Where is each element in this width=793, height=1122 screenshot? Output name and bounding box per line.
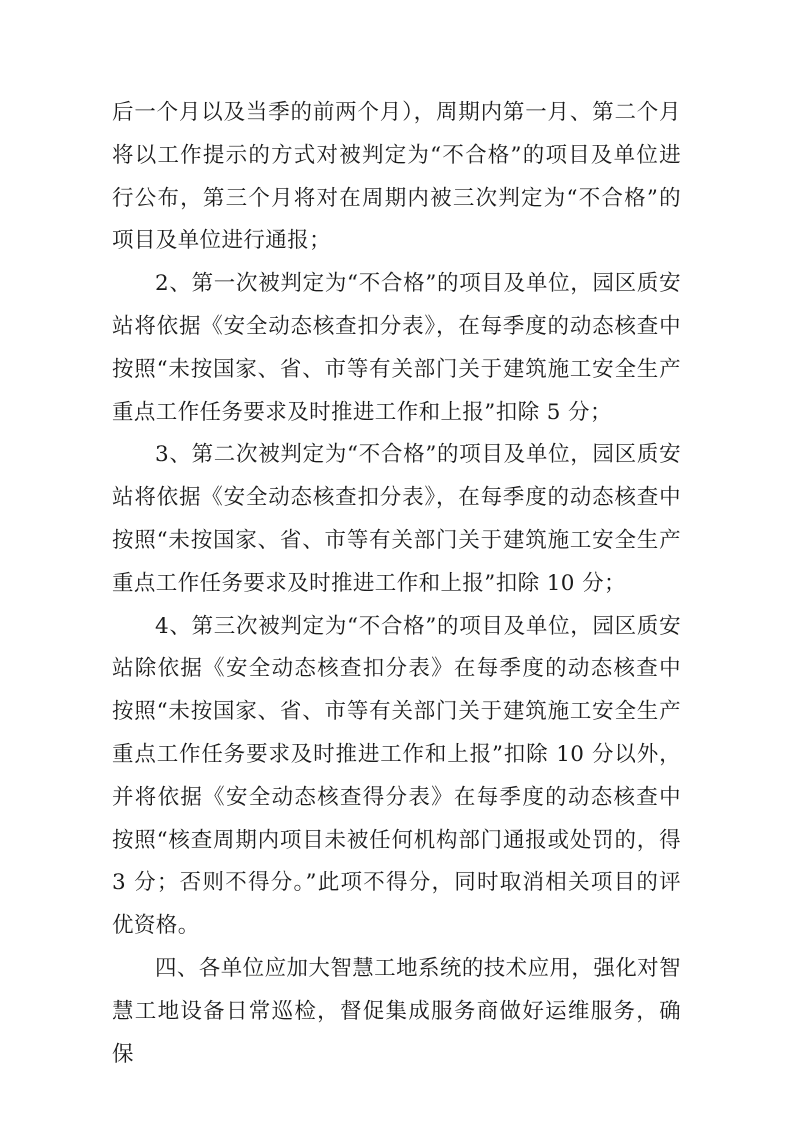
paragraph-item-four: 四、各单位应加大智慧工地系统的技术应用，强化对智慧工地设备日常巡检，督促集成服务商做好运维服务，确保 xyxy=(112,955,681,1067)
paragraph-continued: 后一个月以及当季的前两个月），周期内第一月、第二个月将以工作提示的方式对被判定为“不合格”的项目及单位进行公布，第三个月将对在周期内被三次判定为“不合格”的项目及单位进行通报； xyxy=(112,100,681,254)
paragraph-item-3: 3、第二次被判定为“不合格”的项目及单位，园区质安站将依据《安全动态核查扣分表》，在每季度的动态核查中按照“未按国家、省、市等有关部门关于建筑施工安全生产重点工作任务要求及时推进工作和上报”扣除 10 分； xyxy=(112,442,681,596)
document-body xyxy=(112,92,689,1076)
paragraph-item-2: 2、第一次被判定为“不合格”的项目及单位，园区质安站将依据《安全动态核查扣分表》，在每季度的动态核查中按照“未按国家、省、市等有关部门关于建筑施工安全生产重点工作任务要求及时推进工作和上报”扣除 5 分； xyxy=(112,271,681,425)
paragraph-item-4: 4、第三次被判定为“不合格”的项目及单位，园区质安站除依据《安全动态核查扣分表》在每季度的动态核查中按照“未按国家、省、市等有关部门关于建筑施工安全生产重点工作任务要求及时推进工作和上报”扣除 10 分以外，并将依据《安全动态核查得分表》在每季度的动态核查中按照“核查周期内项目未被任何机构部门通报或处罚的，得 3 分；否则不得分。”此项不得分，同时取消相关项目的评优资格。 xyxy=(112,613,689,939)
